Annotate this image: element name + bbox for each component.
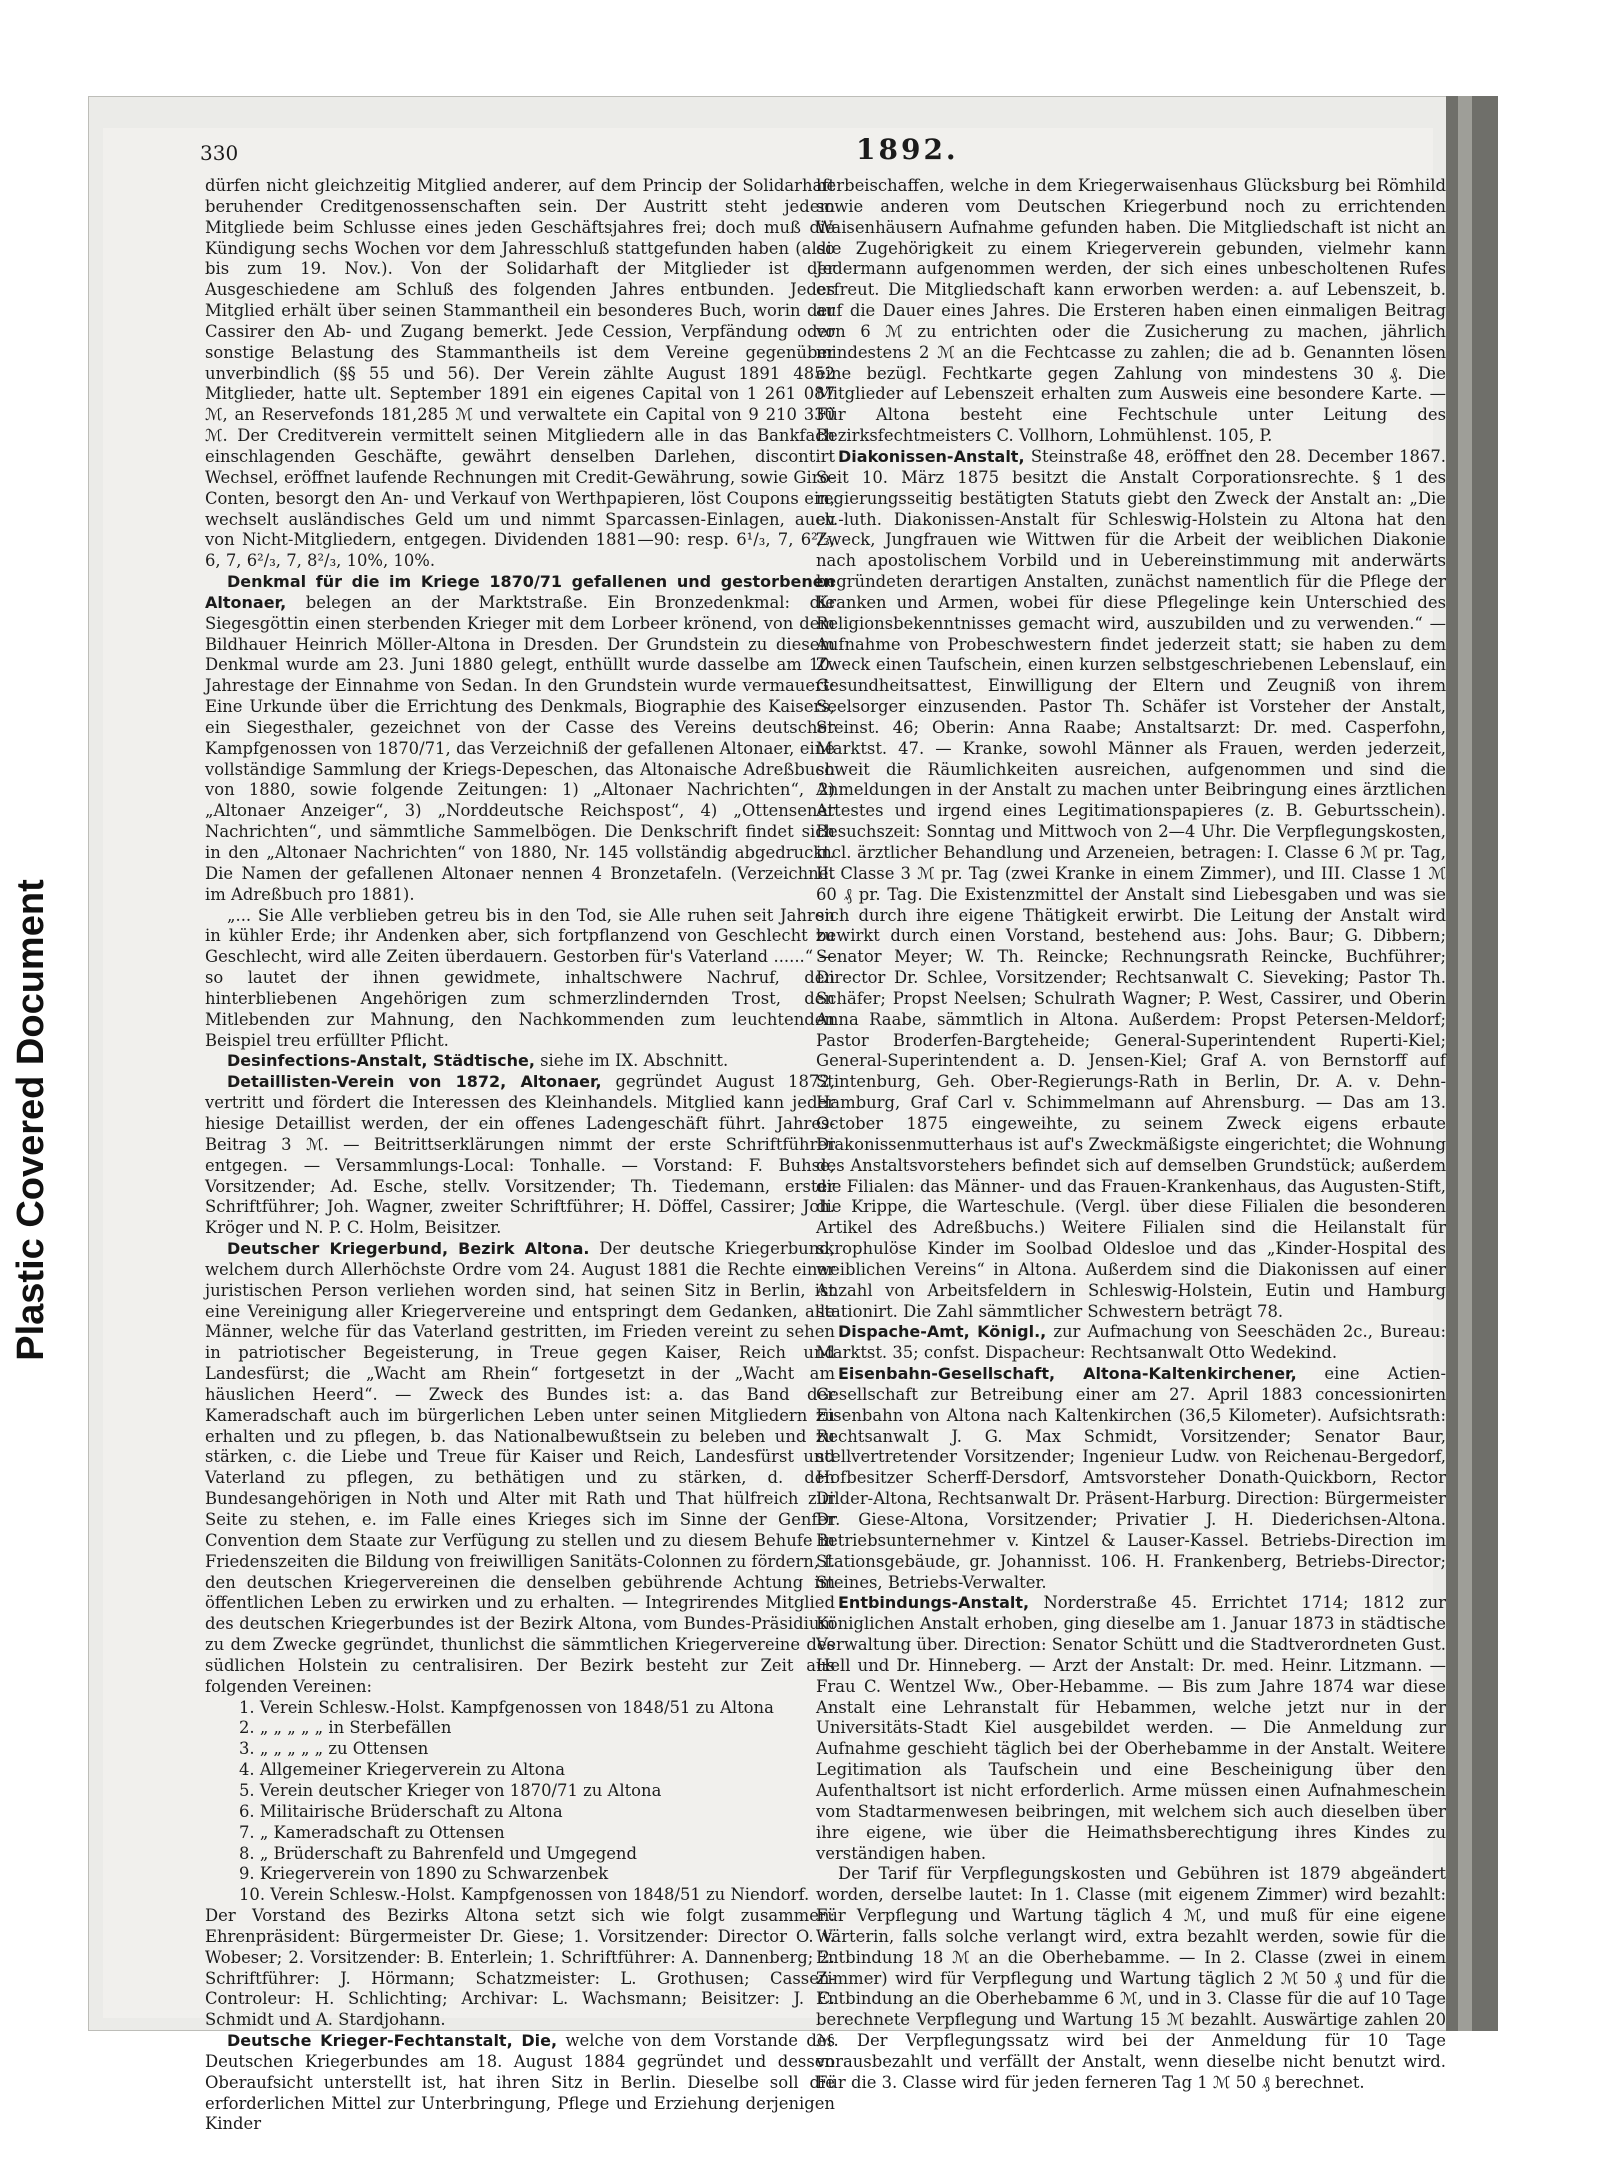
- list-item: 4. Allgemeiner Kriegerverein zu Altona: [239, 1760, 565, 1780]
- left-column: [205, 176, 835, 2135]
- vorstand-paragraph: Der Vorstand des Bezirks Altona setzt sich wie folgt zusammen: Ehrenpräsident: Bürgermeister Dr. Giese; 1. Vorsitzender: Director O. v. Wobeser; 2. Vorsitzender: B. Enterlein; 1. Schriftführer: A. Dannenberg; 2. Schriftführer: J. Hörmann; Schatzmeister: L. Grothusen; Cassen-Controleur: H. Schlichting; Archivar: L. Wachsmann; Beisitzer: J. C. Schmidt und A. Stardjohann.: [205, 1906, 835, 2030]
- list-item: 9. Kriegerverein von 1890 zu Schwarzenbek: [239, 1864, 609, 1884]
- fechtanstalt-title: Deutsche Krieger-Fechtanstalt, Die,: [227, 2031, 558, 2051]
- dispache-text: zur Aufmachung von Seeschäden 2c., Bureau: Marktst. 35; confst. Dispacheur: Rechtsanwalt Otto Wedekind.: [816, 1322, 1446, 1363]
- kriegerbund-entry: [205, 1239, 835, 1698]
- credit-paragraph: dürfen nicht gleichzeitig Mitglied anderer, auf dem Princip der Solidarhaft beruhender Creditgenossenschaften sein. Der Austritt steht jedem Mitgliede beim Schlusse eines jeden Geschäftsjahres frei; doch muß die Kündigung sechs Wochen vor dem Jahresschluß stattgefunden haben (also bis zum 19. Nov.). Von der Solidarhaft der Mitglieder ist der Ausgeschiedene am Schluß des folgenden Jahres entbunden. Jedes Mitglied erhält über seinen Stammantheil ein besonderes Buch, worin der Cassirer den Ab- und Zugang bemerkt. Jede Cession, Verpfändung oder sonstige Belastung des Stammantheils ist dem Vereine gegenüber unverbindlich (§§ 55 und 56). Der Verein zählte August 1891 4852 Mitglieder, hatte ult. September 1891 ein eigenes Capital von 1 261 087 ℳ, an Reservefonds 181,285 ℳ und verwaltete ein Capital von 9 210 330 ℳ. Der Creditverein vermittelt seinen Mitgliedern alle in das Bankfach einschlagenden Geschäfte, gewährt denselben Darlehen, discontirt Wechsel, eröffnet laufende Rechnungen mit Credit-Gewährung, sowie Giro-Conten, besorgt den An- und Verkauf von Werthpapieren, löst Coupons ein, wechselt ausländisches Geld um und nimmt Sparcassen-Einlagen, auch von Nicht-Mitgliedern, entgegen. Dividenden 1881—90: resp. 6¹/₃, 7, 6²/₃, 6, 7, 6²/₃, 7, 8²/₃, 10%, 10%.: [205, 176, 835, 571]
- dispache-title: Dispache-Amt, Königl.,: [838, 1322, 1047, 1342]
- list-item: 3. „ „ „ „ „ zu Ottensen: [239, 1739, 429, 1759]
- side-label: Plastic Covered Document: [10, 879, 52, 1361]
- desinfection-text: siehe im IX. Abschnitt.: [540, 1051, 729, 1071]
- fechtanstalt-continued: herbeischaffen, welche in dem Kriegerwaisenhaus Glücksburg bei Römhild sowie anderen vom Deutschen Kriegerbund noch zu errichtenden Waisenhäusern Aufnahme gefunden haben. Die Mitgliedschaft ist nicht an die Zugehörigkeit zu einem Kriegerverein gebunden, vielmehr kann Jedermann aufgenommen werden, der sich eines unbescholtenen Rufes erfreut. Die Mitgliedschaft kann erworben werden: a. auf Lebenszeit, b. auf die Dauer eines Jahres. Die Ersteren haben einen einmaligen Beitrag von 6 ℳ zu entrichten oder die Zusicherung zu machen, jährlich mindestens 2 ℳ an die Fechtcasse zu zahlen; die ad b. Genannten lösen eine bezügl. Fechtkarte gegen Zahlung von mindestens 30 ₰. Die Mitglieder auf Lebenszeit erhalten zum Ausweis eine besondere Karte. — Für Altona besteht eine Fechtschule unter Leitung des Bezirksfechtmeisters C. Vollhorn, Lohmühlenst. 105, P.: [816, 176, 1446, 446]
- fechtanstalt-text: welche von dem Vorstande des Deutschen Kriegerbundes am 18. August 1884 gegründet und dessen Oberaufsicht unterstellt ist, hat ihren Sitz in Berlin. Dieselbe soll die erforderlichen Mittel zur Unterbringung, Pflege und Erziehung derjenigen Kinder: [205, 2031, 835, 2134]
- vereine-list: [205, 1698, 835, 1906]
- list-item: 6. Militairische Brüderschaft zu Altona: [239, 1801, 563, 1821]
- page-year: 1892.: [856, 133, 959, 166]
- detaillisten-title: Detaillisten-Verein von 1872, Altonaer,: [227, 1072, 602, 1092]
- entbindung-entry: [816, 1593, 1446, 1864]
- book-gutter-edge: [1458, 96, 1472, 2031]
- right-column: [816, 176, 1446, 2094]
- kriegerbund-title: Deutscher Kriegerbund, Bezirk Altona.: [227, 1239, 590, 1259]
- denkmal-title: Denkmal für die im Kriege 1870/71 gefallenen und gestorbenen Altonaer,: [205, 572, 835, 612]
- fechtanstalt-entry: [205, 2031, 835, 2135]
- page-number: 330: [200, 141, 239, 165]
- eisenbahn-title: Eisenbahn-Gesellschaft, Altona-Kaltenkirchener,: [838, 1364, 1297, 1384]
- tarif-paragraph: Der Tarif für Verpflegungskosten und Gebühren ist 1879 abgeändert worden, derselbe lautet: In 1. Classe (mit eigenem Zimmer) wird bezahlt: Für Verpflegung und Wartung täglich 4 ℳ, und muß für eine eigene Wärterin, falls solche verlangt wird, extra bezahlt werden, sowie für die Entbindung 18 ℳ an die Oberhebamme. — In 2. Classe (zwei in einem Zimmer) wird für Verpflegung und Wartung täglich 2 ℳ 50 ₰ und für die Entbindung an die Oberhebamme 6 ℳ, und in 3. Classe für die auf 10 Tage berechnete Verpflegung und Wartung 15 ℳ bezahlt. Auswärtige zahlen 20 ℳ. Der Verpflegungssatz wird bei der Anmeldung für 10 Tage vorausbezahlt und verfällt der Anstalt, wenn dieselbe nicht benutzt wird. Für die 3. Classe wird für jeden ferneren Tag 1 ℳ 50 ₰ berechnet.: [816, 1864, 1446, 2092]
- list-item: 10. Verein Schlesw.-Holst. Kampfgenossen von 1848/51 zu Niendorf.: [239, 1885, 810, 1905]
- detaillisten-text: gegründet August 1872, vertritt und fördert die Interessen des Kleinhandels. Mitglied kann jeder hiesige Detaillist werden, der ein offenes Ladengeschäft führt. Jahres-Beitrag 3 ℳ. — Beitrittserklärungen nimmt der erste Schriftführer entgegen. — Versammlungs-Local: Tonhalle. — Vorstand: F. Buhse, Vorsitzender; Ad. Esche, stellv. Vorsitzender; Th. Tiedemann, erster Schriftführer; Joh. Wagner, zweiter Schriftführer; H. Döffel, Cassirer; Joh. Kröger und N. P. C. Holm, Beisitzer.: [205, 1072, 835, 1238]
- dispache-entry: [816, 1322, 1446, 1364]
- denkmal-quote: „... Sie Alle verblieben getreu bis in den Tod, sie Alle ruhen seit Jahren in kühler Erde; ihr Andenken aber, sich fortpflanzend von Geschlecht zu Geschlecht, wird alle Zeiten überdauern. Gestorben für's Vaterland ......“ — so lautet der ihnen gewidmete, inhaltschwere Nachruf, den hinterbliebenen Angehörigen zum schmerzlindernden Trost, den Mitlebenden zur Mahnung, den Nachkommenden zum leuchtenden Beispiel treu erfüllter Pflicht.: [205, 905, 835, 1050]
- diakonissen-entry: [816, 447, 1446, 1322]
- list-item: 2. „ „ „ „ „ in Sterbefällen: [239, 1718, 452, 1738]
- list-item: 1. Verein Schlesw.-Holst. Kampfgenossen von 1848/51 zu Altona: [239, 1697, 774, 1717]
- diakonissen-text: Steinstraße 48, eröffnet den 28. December 1867. Seit 10. März 1875 besitzt die Anstalt Corporationsrechte. § 1 des regierungsseitig bestätigten Statuts giebt den Zweck der Anstalt an: „Die ev.-luth. Diakonissen-Anstalt für Schleswig-Holstein zu Altona hat den Zweck, Jungfrauen wie Wittwen für die Arbeit der weiblichen Diakonie nach apostolischem Vorbild und in Uebereinstimmung mit anderwärts begründeten derartigen Anstalten, zunächst namentlich für die Pflege der Kranken und Armen, wobei für diese Pflegelinge kein Unterschied des Religionsbekenntnisses gemacht wird, auszubilden und zu verwenden.“ — Aufnahme von Probeschwestern findet jederzeit statt; sie haben zu dem Zweck einen Taufschein, einen kurzen selbstgeschriebenen Lebenslauf, ein Gesundheitsattest, Einwilligung der Eltern und Zeugniß von ihrem Seelsorger einzusenden. Pastor Th. Schäfer ist Vorsteher der Anstalt, Steinst. 46; Oberin: Anna Raabe; Anstaltsarzt: Dr. med. Casperfohn, Marktst. 47. — Kranke, sowohl Männer als Frauen, werden jederzeit, soweit die Räumlichkeiten ausreichen, aufgenommen und sind die Anmeldungen in der Anstalt zu machen unter Beibringung eines ärztlichen Attestes und irgend eines Legitimationspapieres (z. B. Geburtsschein). Besuchszeit: Sonntag und Mittwoch von 2—4 Uhr. Die Verpflegungskosten, incl. ärztlicher Behandlung und Arzeneien, betragen: I. Classe 6 ℳ pr. Tag, II. Classe 3 ℳ pr. Tag (zwei Kranke in einem Zimmer), und III. Classe 1 ℳ 60 ₰ pr. Tag. Die Existenzmittel der Anstalt sind Liebesgaben und was sie sich durch ihre eigene Thätigkeit erwirbt. Die Leitung der Anstalt wird bewirkt durch einen Vorstand, bestehend aus: Johs. Baur; G. Dibbern; Senator Meyer; W. Th. Reincke; Rechnungsrath Reincke, Buchführer; Director Dr. Schlee, Vorsitzender; Rechtsanwalt C. Sieveking; Pastor Th. Schäfer; Propst Neelsen; Schulrath Wagner; P. West, Cassirer, und Oberin Anna Raabe, sämmtlich in Altona. Außerdem: Propst Petersen-Meldorf; Pastor Broderfen-Bargteheide; General-Superintendent Ruperti-Kiel; General-Superintendent a. D. Jensen-Kiel; Graf A. von Bernstorff auf Stintenburg, Geh. Ober-Regierungs-Rath in Berlin, Dr. A. v. Dehn-Hamburg, Graf Carl v. Schimmelmann auf Ahrensburg. — Das am 13. October 1875 eingeweihte, zu seinem Zweck eigens erbaute Diakonissenmutterhaus ist auf's Zweckmäßigste eingerichtet; die Wohnung des Anstaltsvorstehers befindet sich auf demselben Grundstück; außerdem die Filialen: das Männer- und das Frauen-Krankenhaus, das Augusten-Stift, die Krippe, die Warteschule. (Vergl. über diese Filialen die besonderen Artikel des Adreßbuchs.) Weitere Filialen sind die Heilanstalt für skrophulöse Kinder im Soolbad Oldesloe und das „Kinder-Hospital des weiblichen Vereins“ in Altona. Außerdem sind die Diakonissen auf einer Anzahl von Arbeitsfeldern in Schleswig-Holstein, Eutin und Hamburg stationirt. Die Zahl sämmtlicher Schwestern beträgt 78.: [816, 446, 1446, 1321]
- detaillisten-entry: [205, 1072, 835, 1239]
- diakonissen-title: Diakonissen-Anstalt,: [838, 446, 1025, 466]
- entbindung-text: Norderstraße 45. Errichtet 1714; 1812 zur Königlichen Anstalt erhoben, ging dieselbe am 1. Januar 1873 in städtische Verwaltung über. Direction: Senator Schütt und die Stadtverordneten Gust. Hell und Dr. Hinneberg. — Arzt der Anstalt: Dr. med. Heinr. Litzmann. — Frau C. Wentzel Ww., Ober-Hebamme. — Bis zum Jahre 1874 war diese Anstalt eine Lehranstalt für Hebammen, welche jetzt nur in der Universitäts-Stadt Kiel ausgebildet werden. — Die Anmeldung zur Aufnahme geschieht täglich bei der Oberhebamme in der Anstalt. Weitere Legitimation als Taufschein und eine Bescheinigung über den Aufenthaltsort ist nicht erforderlich. Arme müssen einen Aufnahmeschein vom Stadtarmenwesen beibringen, mit welchem sich auch dieselben über ihre eigene, wie über die Heimathsberechtigung ihres Kindes zu verständigen haben.: [816, 1593, 1446, 1863]
- eisenbahn-text: eine Actien-Gesellschaft zur Betreibung einer am 27. April 1883 concessionirten Eisenbahn von Altona nach Kaltenkirchen (36,5 Kilometer). Aufsichtsrath: Rechtsanwalt J. G. Max Schmidt, Vorsitzender; Senator Baur, stellvertretender Vorsitzender; Ingenieur Ludw. von Reichenau-Bergedorf, Hofbesitzer Scherff-Dersdorf, Amtsvorsteher Donath-Quickborn, Rector Dilder-Altona, Rechtsanwalt Dr. Präsent-Harburg. Direction: Bürgermeister Dr. Giese-Altona, Vorsitzender; Privatier J. H. Diederichsen-Altona. Betriebsunternehmer v. Kintzel & Lauser-Kassel. Betriebs-Direction im Stationsgebäude, gr. Johannisst. 106. H. Frankenberg, Betriebs-Director; Steines, Betriebs-Verwalter.: [816, 1364, 1446, 1592]
- eisenbahn-entry: [816, 1364, 1446, 1593]
- denkmal-entry: [205, 572, 835, 906]
- list-item: 5. Verein deutscher Krieger von 1870/71 zu Altona: [239, 1780, 662, 1800]
- desinfection-entry: [205, 1051, 835, 1072]
- denkmal-text: belegen an der Marktstraße. Ein Bronzedenkmal: die Siegesgöttin einen sterbenden Krieger mit dem Lorbeer krönend, von dem Bildhauer Heinrich Möller-Altona in Dresden. Der Grundstein zu diesem Denkmal wurde am 23. Juni 1880 gelegt, enthüllt wurde dasselbe am 10. Jahrestage der Einnahme von Sedan. In den Grundstein wurde vermauert: Eine Urkunde über die Errichtung des Denkmals, Biographie des Kaisers, ein Siegesthaler, gezeichnet von der Casse des Vereins deutscher Kampfgenossen von 1870/71, das Verzeichniß der gefallenen Altonaer, eine vollständige Sammlung der Kriegs-Depeschen, das Altonaische Adreßbuch von 1880, sowie folgende Zeitungen: 1) „Altonaer Nachrichten“, 2) „Altonaer Anzeiger“, 3) „Norddeutsche Reichspost“, 4) „Ottensener Nachrichten“, und sämmtliche Sammelbögen. Die Denkschrift findet sich in den „Altonaer Nachrichten“ von 1880, Nr. 145 vollständig abgedruckt. Die Namen der gefallenen Altonaer nennen 4 Bronzetafeln. (Verzeichnet im Adreßbuch pro 1881).: [205, 592, 836, 904]
- kriegerbund-text: Der deutsche Kriegerbund, welchem durch Allerhöchste Ordre vom 24. August 1881 die Rechte einer juristischen Person verliehen worden sind, hat seinen Sitz in Berlin, ist eine Vereinigung aller Kriegervereine und entspringt dem Gedanken, alle Männer, welche für das Vaterland gestritten, im Frieden vereint zu sehen in patriotischer Begeisterung, in Treue gegen Kaiser, Reich und Landesfürst; die „Wacht am Rhein“ fortgesetzt in der „Wacht am häuslichen Heerd“. — Zweck des Bundes ist: a. das Band der Kameradschaft auch im bürgerlichen Leben unter seinen Mitgliedern zu erhalten und zu pflegen, b. das Nationalbewußtsein zu beleben und zu stärken, c. die Liebe und Treue für Kaiser und Reich, Landesfürst und Vaterland zu pflegen, zu bethätigen und zu stärken, d. den Bundesangehörigen in Noth und Alter mit Rath und That hülfreich zur Seite zu stehen, e. im Falle eines Krieges sich im Sinne der Genfer Convention dem Staate zur Verfügung zu stellen und zu diesem Behufe in Friedenszeiten die Bildung von freiwilligen Sanitäts-Colonnen zu fördern, f. den deutschen Kriegervereinen die denselben gebührende Achtung im öffentlichen Leben zu erwirken und zu erhalten. — Integrirendes Mitglied des deutschen Kriegerbundes ist der Bezirk Altona, vom Bundes-Präsidium zu dem Zwecke gegründet, thunlichst die sämmtlichen Kriegervereine des südlichen Holstein zu centralisiren. Der Bezirk besteht zur Zeit aus folgenden Vereinen:: [205, 1239, 835, 1696]
- list-item: 7. „ Kameradschaft zu Ottensen: [239, 1822, 505, 1842]
- list-item: 8. „ Brüderschaft zu Bahrenfeld und Umgegend: [239, 1843, 637, 1863]
- book-gutter: [1446, 96, 1498, 2031]
- entbindung-title: Entbindungs-Anstalt,: [838, 1593, 1030, 1613]
- desinfection-title: Desinfections-Anstalt, Städtische,: [227, 1051, 535, 1071]
- page-header: [140, 133, 1440, 173]
